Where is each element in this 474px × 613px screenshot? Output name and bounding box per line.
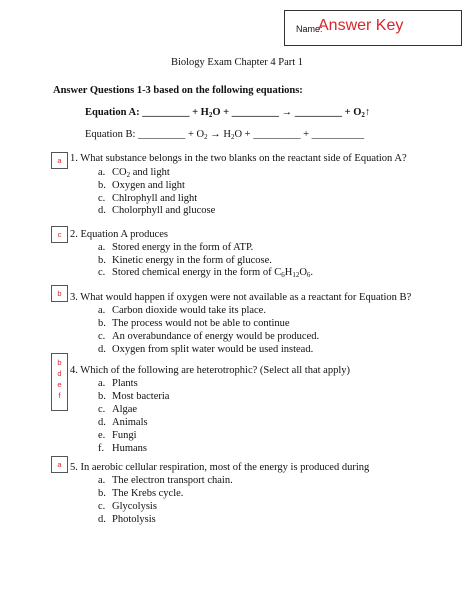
equation-a-blank-2: _________	[231, 107, 279, 118]
question-1: 1. What substance belongs in the two blanks on the reactant side of Equation A?	[70, 153, 407, 164]
answer-box-q1	[51, 152, 68, 169]
answer-q2: c	[57, 230, 62, 239]
equation-b-blank-1: _________	[138, 129, 186, 140]
equation-b-blank-2: _________	[253, 129, 301, 140]
q3-option-b: b. The process would not be able to continue	[98, 318, 290, 329]
name-box	[284, 10, 462, 46]
q2-option-b: b. Kinetic energy in the form of glucose.	[98, 255, 272, 266]
answer-q5: a	[57, 460, 62, 469]
equation-a-oxygen: $O_2↑$	[353, 107, 371, 119]
equation-a-blank-1: _________	[142, 107, 190, 118]
equation-a-plus-3: +	[344, 107, 351, 118]
instructions: Answer Questions 1-3 based on the following equations:	[53, 85, 303, 96]
q4-option-a: a. Plants	[98, 378, 138, 389]
equation-a-plus-1: +	[192, 107, 199, 118]
equation-b-plus-3: +	[303, 129, 310, 140]
answer-q4-3: e	[57, 380, 62, 389]
name-value: Answer Key	[318, 17, 404, 34]
question-2: 2. Equation A produces	[70, 229, 168, 240]
answer-q1: a	[57, 156, 62, 165]
equation-a-blank-3: _________	[294, 107, 342, 118]
q4-option-d: d. Animals	[98, 417, 148, 428]
answer-q4-1: b	[57, 358, 62, 367]
equation-a-label: Equation A:	[85, 107, 140, 118]
q1-option-d: d. Cholorphyll and glucose	[98, 205, 216, 216]
answer-box-q4	[51, 353, 68, 411]
equation-b	[85, 129, 364, 140]
equation-a-water: $H_2O$	[200, 107, 221, 119]
q3-option-d: d. Oxygen from split water would be used instead.	[98, 344, 314, 355]
q4-option-c: c. Algae	[98, 404, 138, 415]
q1-option-a: a. $CO_2$ and light	[98, 167, 170, 179]
q5-option-a: a. The electron transport chain.	[98, 475, 233, 486]
answer-box-q2	[51, 226, 68, 243]
equation-b-label: Equation B:	[85, 129, 136, 140]
equation-b-plus-1: +	[187, 129, 194, 140]
q1-option-b: b. Oxygen and light	[98, 180, 185, 191]
q5-option-d: d. Photolysis	[98, 514, 156, 525]
question-3: 3. What would happen if oxygen were not available as a reactant for Equation B?	[70, 292, 412, 303]
q2-option-a: a. Stored energy in the form of ATP.	[98, 242, 254, 253]
page-title: Biology Exam Chapter 4 Part 1	[170, 57, 304, 68]
equation-b-water: $H_2O$	[223, 129, 243, 141]
answer-box-q5	[51, 456, 68, 473]
q3-option-a: a. Carbon dioxide would take its place.	[98, 305, 266, 316]
q2-option-c: c. Stored chemical energy in the form of $C_6H_{12}O_6$.	[98, 267, 314, 279]
equation-a-plus-2: +	[223, 107, 230, 118]
q5-option-b: b. The Krebs cycle.	[98, 488, 184, 499]
answer-box-q3	[51, 285, 68, 302]
equation-b-plus-2: +	[244, 129, 251, 140]
answer-q4-2: d	[57, 369, 62, 378]
q4-option-b: b. Most bacteria	[98, 391, 170, 402]
question-5: 5. In aerobic cellular respiration, most of the energy is produced during	[70, 462, 370, 473]
q4-option-e: e. Fungi	[98, 430, 137, 441]
answer-q3: b	[57, 289, 62, 298]
q5-option-c: c. Glycolysis	[98, 501, 157, 512]
q4-option-f: f. Humans	[98, 443, 147, 454]
answer-q4-4: f	[58, 391, 61, 400]
question-4: 4. Which of the following are heterotrophic? (Select all that apply)	[70, 365, 350, 376]
equation-a	[85, 107, 370, 118]
equation-b-blank-3: __________	[311, 129, 365, 140]
name-label: Name:	[296, 24, 323, 34]
equation-a-arrow: →	[281, 107, 293, 118]
equation-b-oxygen: $O_2$	[196, 129, 208, 141]
q1-option-c: c. Chlrophyll and light	[98, 193, 198, 204]
equation-b-arrow: →	[210, 129, 221, 140]
q3-option-c: c. An overabundance of energy would be produced.	[98, 331, 320, 342]
